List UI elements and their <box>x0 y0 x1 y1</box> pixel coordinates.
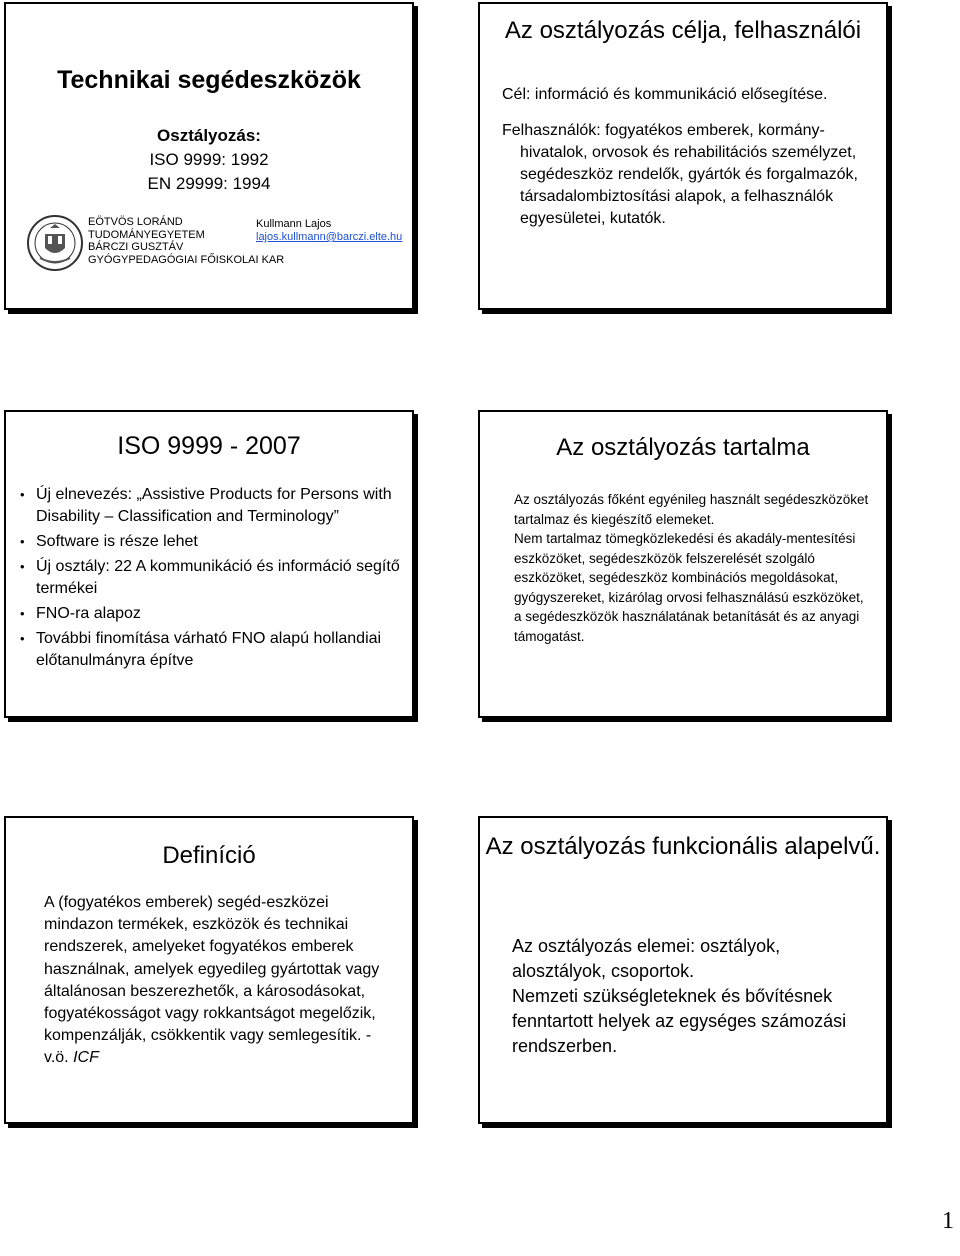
slide-title: ISO 9999 - 2007 <box>117 432 301 460</box>
subtitle-line: EN 29999: 1994 <box>147 174 271 193</box>
list-item-text: Software is része lehet <box>36 533 198 550</box>
slide-title: Definíció <box>162 842 256 869</box>
list-item-text: Új elnevezés: „Assistive Products for Persons with Disability – Classification and Terminology” <box>36 486 392 525</box>
slide-1 <box>4 2 414 310</box>
institution-line: EÖTVÖS LORÁND <box>88 216 183 228</box>
institution-name <box>88 216 284 266</box>
bullet-icon: • <box>20 606 25 621</box>
subtitle-line: ISO 9999: 1992 <box>149 150 269 169</box>
author-email-link[interactable]: lajos.kullmann@barczi.elte.hu <box>256 231 403 243</box>
slide-5 <box>4 816 414 1124</box>
bullet-list <box>20 484 402 675</box>
slide-subtitle <box>6 124 412 196</box>
slide-2 <box>478 2 888 310</box>
paragraph: Az osztályozás elemei: osztályok, alosztályok, csoportok. <box>512 936 781 981</box>
list-item <box>20 531 402 553</box>
institution-line: GYÓGYPEDAGÓGIAI FŐISKOLAI KAR <box>88 253 285 266</box>
definition-source: ICF <box>73 1049 99 1067</box>
list-item-text: További finomítása várható FNO alapú hollandiai előtanulmányra építve <box>36 630 382 669</box>
definition-text: A (fogyatékos emberek) segéd-eszközei mindazon termékek, eszközök és technikai rendszerek, amelyeket fogyatékos emberek használnak, amelyek egyedileg gyártottak vagy általánosan beszerezhetők, a károsodásokat, fogyatékosságot vagy rokkantságot megelőzik, kompenzálják, csökkentik vagy semlegesítik. - v.ö. <box>44 894 380 1067</box>
slide-title: Az osztályozás funkcionális alapelvű. <box>485 833 881 860</box>
university-seal-logo <box>26 214 84 272</box>
list-item <box>20 603 402 625</box>
paragraph: Nem tartalmaz tömegközlekedési és akadály-mentesítési eszközöket, segédeszközök felszerelését szolgáló eszközöket, segédeszköz kombinációs megoldásokat, gyógyszereket, kizárólag orvosi felhasználású eszközöket, a segédeszközök használatának betanítását és az anyagi támogatást. <box>514 531 864 644</box>
slide-title: Az osztályozás célja, felhasználói <box>504 17 862 44</box>
bullet-icon: • <box>20 487 25 502</box>
author-name: Kullmann Lajos <box>256 218 332 230</box>
slide-body <box>502 84 878 244</box>
bullet-icon: • <box>20 534 25 549</box>
slide-3 <box>4 410 414 718</box>
subtitle-heading: Osztályozás: <box>157 126 261 145</box>
list-item <box>20 484 402 528</box>
slide-title: Technikai segédeszközök <box>57 66 361 94</box>
paragraph: Felhasználók: fogyatékos emberek, kormány-hivatalok, orvosok és rehabilitációs személyzet, segédeszköz rendelők, gyártók és forgalmazók, társadalombiztosítási alapok, a felhasználók egyesületei, kutatók. <box>502 122 858 227</box>
slide-body <box>44 892 398 1070</box>
paragraph: Az osztályozás főként egyénileg használt segédeszközöket tartalmaz és kiegészítő elemeket. <box>514 492 869 527</box>
slide-title: Az osztályozás tartalma <box>556 434 810 461</box>
author-block <box>256 218 402 244</box>
bullet-icon: • <box>20 631 25 646</box>
slide-body <box>512 934 874 1059</box>
paragraph: Cél: információ és kommunikáció elősegítése. <box>502 86 828 103</box>
list-item <box>20 556 402 600</box>
list-item-text: Új osztály: 22 A kommunikáció és információ segítő termékei <box>36 558 400 597</box>
slide-4 <box>478 410 888 718</box>
institution-line: BÁRCZI GUSZTÁV <box>88 241 184 253</box>
slide-6 <box>478 816 888 1124</box>
slide-body <box>514 490 872 646</box>
institution-line: TUDOMÁNYEGYETEM <box>88 228 205 241</box>
bullet-icon: • <box>20 559 25 574</box>
page-number: 1 <box>942 1208 954 1234</box>
list-item-text: FNO-ra alapoz <box>36 605 141 622</box>
list-item <box>20 628 402 672</box>
paragraph: Nemzeti szükségleteknek és bővítésnek fenntartott helyek az egységes számozási rendszerben. <box>512 986 847 1056</box>
